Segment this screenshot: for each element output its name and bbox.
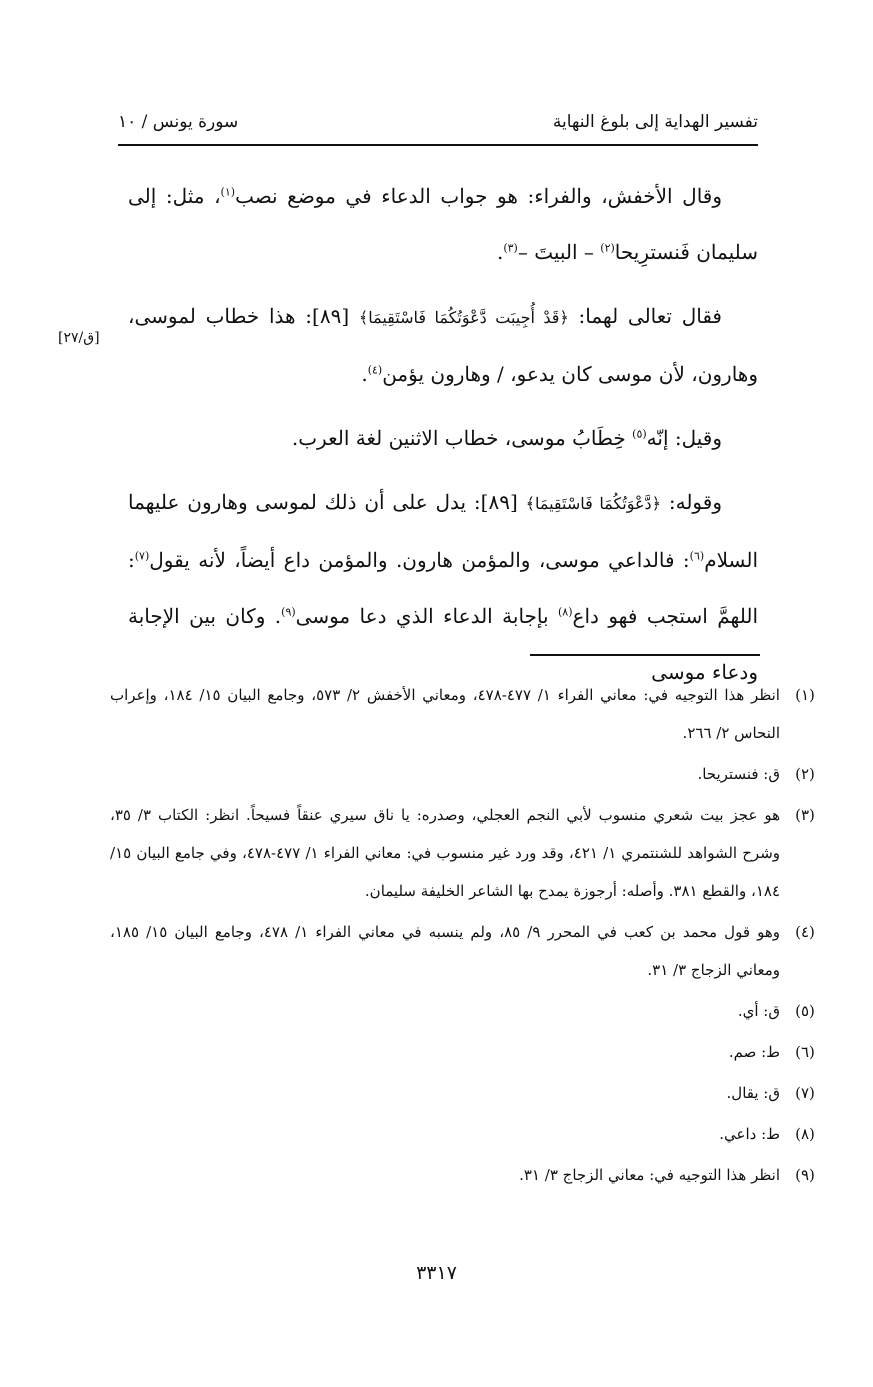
footnote-ref: (١) [220, 185, 236, 199]
text-run: فقال تعالى لهما: [568, 304, 722, 328]
book-title: تفسير الهداية إلى بلوغ النهاية [552, 112, 758, 132]
footnote-number: (٨) [795, 1125, 815, 1143]
text-run: . [361, 362, 368, 386]
footnote [110, 676, 830, 752]
text-run: بإجابة الدعاء الذي دعا موسى [295, 604, 558, 628]
paragraph [128, 168, 758, 280]
text-run: [٨٩]: يدل على أن ذلك لموسى وهارون عليهما السلام [128, 490, 758, 572]
footnote-number: (٧) [795, 1084, 815, 1102]
footnote-number: (١) [795, 686, 815, 704]
footnote-number: (٥) [795, 1002, 815, 1020]
text-run: خِطَابُ موسى، خطاب الاثنين لغة العرب. [291, 426, 633, 450]
text-run: وقال الأخفش، والفراء: هو جواب الدعاء في موضع نصب [235, 184, 722, 208]
footnote [110, 1115, 830, 1153]
footnote-ref: (٢) [600, 241, 615, 255]
footnote [110, 1074, 830, 1112]
footnote [110, 992, 830, 1030]
text-run: [٨٩]: هذا خطاب لموسى، وهارون، لأن موسى كان يدعو، / وهارون يؤمن [128, 304, 758, 386]
footnote [110, 1156, 830, 1194]
footnotes [110, 676, 830, 1197]
footnote-text: هو عجز بيت شعري منسوب لأبي النجم العجلي، وصدره: يا ناق سيري عنقاً فسيحاً. انظر: الكتاب ٣/ ٣٥، وشرح الشواهد للشنتمري ١/ ٤٢١، وقد ورد غير منسوب في: معاني الفراء ١/ ٤٧٧-٤٧٨، وفي جامع البيان ١٥/ ١٨٤، والقطع ٣٨١. وأصله: أرجوزة يمدح بها الشاعر الخليفة سليمان. [110, 806, 781, 900]
quran-verse: ﴿قَدْ أُجِيبَت دَّعْوَتُكُمَا فَاسْتَقِيمَا﴾ [358, 308, 569, 327]
text-run: وقوله: [661, 490, 722, 514]
footnote [110, 913, 830, 989]
running-header [118, 108, 758, 146]
footnote-text: انظر هذا التوجيه في: معاني الزجاج ٣/ ٣١. [519, 1166, 780, 1184]
quran-verse: ﴿دَّعْوَتُكُمَا فَاسْتَقِيمَا﴾ [525, 494, 662, 513]
footnote-text: ط: صم. [728, 1043, 780, 1061]
footnote [110, 755, 830, 793]
footnote-text: ق: فنستريحا. [697, 765, 780, 783]
page-number: ٣٣١٧ [416, 1262, 457, 1284]
footnote-ref: (٨) [558, 605, 573, 619]
manuscript-folio-marker: [ق/٢٧] [58, 330, 100, 346]
paragraph [128, 474, 758, 700]
footnote-number: (٩) [795, 1166, 815, 1184]
footnote-text: ق: يقال. [726, 1084, 780, 1102]
footnote-number: (٦) [795, 1043, 815, 1061]
paragraph [128, 288, 758, 402]
text-run: . [496, 240, 504, 264]
footnote [110, 796, 830, 910]
footnote-ref: (٣) [503, 241, 518, 255]
footnote-ref: (٥) [632, 427, 647, 441]
text-run: . وكان بين الإجابة ودعاء موسى [128, 604, 758, 684]
footnote-text: ق: أي. [737, 1002, 780, 1020]
footnote-number: (٢) [795, 765, 815, 783]
footnote-separator [530, 654, 760, 656]
text-run: وقيل: إنّه [646, 426, 722, 450]
text-run: ، مثل: إلى سليمان فَنسترِيحا [128, 184, 758, 264]
text-run: : اللهمَّ استجب فهو داع [128, 548, 759, 628]
paragraph [128, 410, 758, 466]
footnote-text: ط: داعي. [719, 1125, 780, 1143]
surah-label: سورة يونس / ١٠ [118, 112, 239, 132]
text-run: : فالداعي موسى، والمؤمن هارون. والمؤمن داع أيضاً، لأنه يقول [149, 548, 690, 572]
footnote-text: انظر هذا التوجيه في: معاني الفراء ١/ ٤٧٧-٤٧٨، ومعاني الأخفش ٢/ ٥٧٣، وجامع البيان ١٥/ ١٨٤، وإعراب النحاس ٢/ ٢٦٦. [110, 686, 780, 742]
footnote-number: (٤) [795, 923, 815, 941]
footnote-ref: (٩) [281, 605, 296, 619]
footnote-ref: (٤) [367, 363, 383, 377]
footnote-number: (٣) [795, 806, 815, 824]
footnote-ref: (٦) [689, 549, 705, 563]
footnote [110, 1033, 830, 1071]
text-run: – البيتَ – [517, 240, 601, 264]
footnote-text: وهو قول محمد بن كعب في المحرر ٩/ ٨٥، ولم ينسبه في معاني الفراء ١/ ٤٧٨، وجامع البيان ١٥/ ١٨٥، ومعاني الزجاج ٣/ ٣١. [110, 923, 780, 979]
main-text [128, 168, 758, 700]
footnote-ref: (٧) [134, 549, 150, 563]
